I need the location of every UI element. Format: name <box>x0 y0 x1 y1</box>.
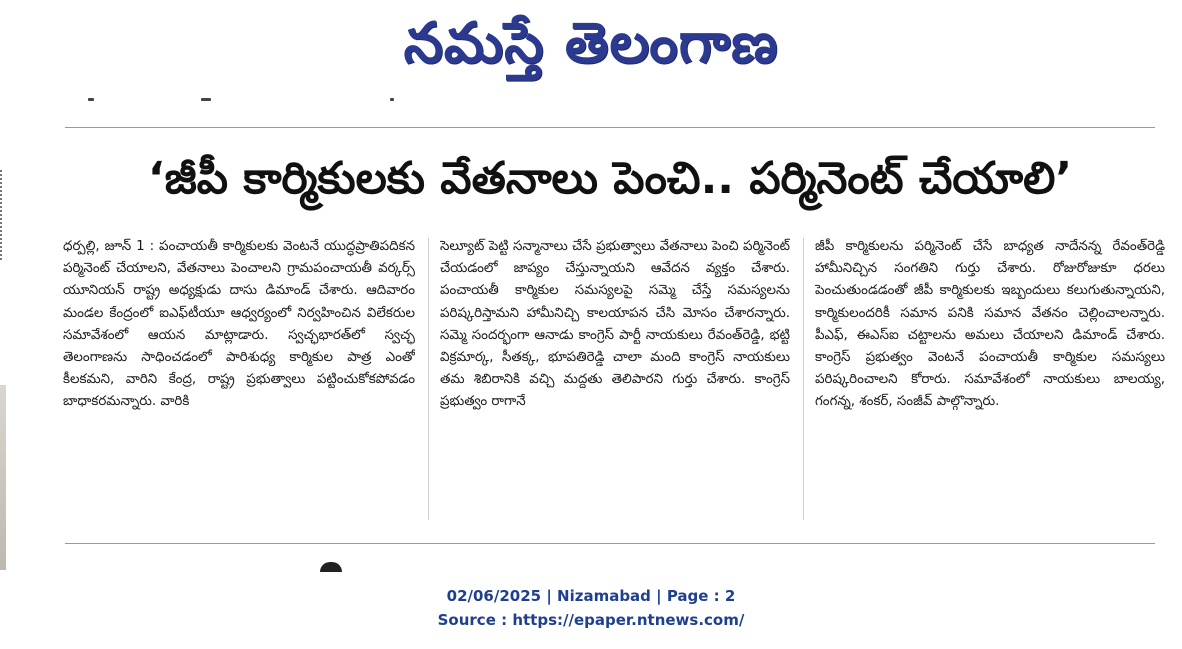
article-column-3: జీపీ కార్మికులను పర్మినెంట్ చేసే బాధ్యత నాదేనన్న రేవంత్‌రెడ్డి హామీనిచ్చిన సంగతిని గుర్తు చేశారు. రోజురోజుకూ ధరలు పెంచుతుండడంతో జీపీ కార్మికులకు ఇబ్బందులు కలుగుతున్నాయని, కార్మికులందరికీ సమాన పనికి సమాన వేతనం చెల్లించాలన్నారు. పీఎఫ్, ఈఎస్ఐ చట్టాలను అమలు చేయాలని డిమాండ్ చేశారు. కాంగ్రెస్ ప్రభుత్వం వెంటనే పంచాయతీ కార్మికుల సమస్యలు పరిష్కరించాలని కోరారు. సమావేశంలో నాయకులు బాలయ్య, గంగన్న, శంకర్, సంజీవ్ పాల్గొన్నారు. <box>815 239 1165 410</box>
bottom-divider <box>65 543 1155 544</box>
article-column-2: సెల్యూట్ పెట్టి సన్మానాలు చేసే ప్రభుత్వాలు వేతనాలు పెంచి పర్మినెంట్ చేయడంలో జాప్యం చేస్తున్నాయని ఆవేదన వ్యక్తం చేశారు. పంచాయతీ కార్మికుల సమస్యలపై సమ్మె చేస్తే సమస్యలను పరిష్కరిస్తామని హామీనిచ్చి కాలయాపన చేసి మోసం చేశారన్నారు. సమ్మె సందర్భంగా ఆనాడు కాంగ్రెస్ పార్టీ నాయకులు రేవంత్‌రెడ్డి, భట్టి విక్రమార్క, సీతక్క, భూపతిరెడ్డి చాలా మంది కాంగ్రెస్ నాయకులు తమ శిబిరానికి వచ్చి మద్దతు తెలిపారని గుర్తు చేశారు. కాంగ్రెస్ ప్రభుత్వం రాగానే <box>440 239 790 410</box>
column-divider <box>428 238 429 520</box>
column-divider <box>803 238 804 520</box>
top-divider <box>65 127 1155 128</box>
source-link[interactable]: Source : https://epaper.ntnews.com/ <box>437 611 745 629</box>
cropped-text-fragments <box>80 98 1080 104</box>
adjacent-photo-edge <box>0 385 6 570</box>
newspaper-logo: నమస్తే తెలంగాణ <box>403 10 779 76</box>
masthead <box>0 0 1182 100</box>
adjacent-text-edge <box>0 170 8 260</box>
article-column-1: ధర్పల్లి, జూన్ 1 : పంచాయతీ కార్మికులకు వెంటనే యుద్ధప్రాతిపదికన పర్మినెంట్ చేయాలని, వేతనాలు పెంచాలని గ్రామపంచాయతీ వర్కర్స్ యూనియన్ రాష్ట్ర అధ్యక్షుడు దాసు డిమాండ్ చేశారు. ఆదివారం మండల కేంద్రంలో ఐఎఫ్‌టీయూ ఆధ్వర్యంలో నిర్వహించిన విలేకరుల సమావేశంలో ఆయన మాట్లాడారు. స్వచ్ఛభారత్‌లో స్వచ్ఛ తెలంగాణను సాధించడంలో పారిశుధ్య కార్మికుల పాత్ర ఎంతో కీలకమని, వారిని కేంద్ర, రాష్ట్ర ప్రభుత్వాలు పట్టించుకోకపోవడం బాధాకరమన్నారు. వారికి <box>63 239 415 410</box>
edition-info: 02/06/2025 | Nizamabad | Page : 2 <box>446 587 736 605</box>
article-headline: ‘జీపీ కార్మికులకు వేతనాలు పెంచి.. పర్మినెంట్ చేయాలి’ <box>147 153 1073 204</box>
